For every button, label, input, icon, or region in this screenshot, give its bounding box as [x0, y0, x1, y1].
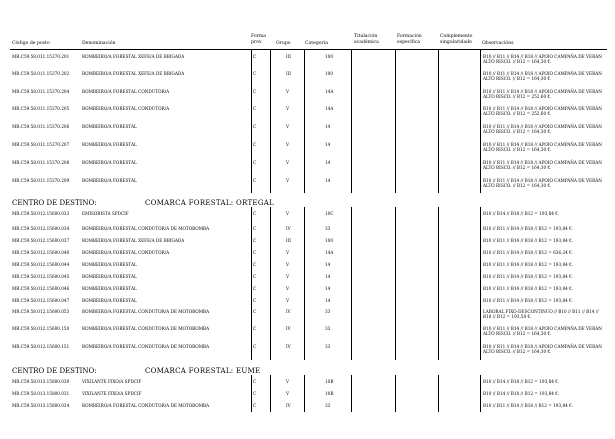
column-divider: [270, 207, 271, 360]
column-divider: [395, 375, 396, 412]
observacions: B10 // B11 // B14 // B18 // B12 = 193,84 €.: [483, 298, 574, 303]
categoria: 33: [325, 403, 331, 408]
categoria: 33: [325, 226, 331, 231]
header-denominacion: Denominación: [82, 41, 116, 46]
posto-code: MR.C59.58.012.15600.040: [12, 250, 70, 255]
centro-label: CENTRO DE DESTINO:: [12, 199, 97, 207]
column-divider: [480, 50, 481, 193]
denominacion: BOMBEIRO/A FORESTAL XEFE/A DE BRIGADA: [82, 71, 185, 76]
column-divider: [304, 50, 305, 193]
posto-code: MR.C59.58.012.15600.037: [12, 238, 70, 243]
grupo: IV: [286, 344, 291, 349]
column-divider: [351, 375, 352, 412]
forma-prov: C: [253, 391, 257, 396]
column-divider: [351, 50, 352, 193]
forma-prov: C: [253, 262, 257, 267]
categoria: 14A: [325, 89, 334, 94]
categoria: 33: [325, 326, 331, 331]
grupo: V: [286, 262, 290, 267]
categoria: 100: [325, 71, 333, 76]
column-divider: [438, 207, 439, 360]
denominacion: BOMBEIRO/A FORESTAL: [82, 262, 137, 267]
header-forma-prov: Forma prov.: [251, 34, 266, 45]
observacions: B10 // B11 // B14 // B18 // APOIO CAMPAÑA DE VERÁN ALTO RISCO. // B12 = 164,30 €.: [483, 142, 602, 152]
posto-code: MR.C59.58.011.15370.201: [12, 54, 70, 59]
column-divider: [438, 50, 439, 193]
observacions: B10 // B11 // B14 // B18 // APOIO CAMPAÑA DE VERÁN ALTO RISCO. // B12 = 252,60 €.: [483, 106, 602, 116]
categoria: 14A: [325, 250, 334, 255]
posto-code: MR.C59.58.012.15600.053: [12, 309, 70, 314]
denominacion: BOMBEIRO/A FORESTAL CONDUTOR/A DE MOTOBOMBA: [82, 309, 210, 314]
observacions: B10 // B11 // B14 // B18 // B12 = 193,84 €.: [483, 274, 574, 279]
observacions: B10 // B11 // B14 // B18 // B12 = 636,24 €.: [483, 250, 574, 255]
categoria: 14: [325, 124, 331, 129]
categoria: 14: [325, 160, 331, 165]
posto-code: MR.C59.58.013.15800.030: [12, 379, 70, 384]
observacions: B10 // B11 // B14 // B18 // B12 = 193,84 €.: [483, 226, 574, 231]
header-divider: [10, 49, 607, 50]
column-divider: [351, 207, 352, 360]
posto-code: MR.C59.58.012.15600.150: [12, 326, 70, 331]
forma-prov: C: [253, 250, 257, 255]
denominacion: BOMBEIRO/A FORESTAL: [82, 160, 137, 165]
categoria: 10C: [325, 211, 334, 216]
observacions: B10 // B11 // B14 // B18 // B12 = 193,84 €.: [483, 238, 574, 243]
categoria: 10B: [325, 391, 334, 396]
forma-prov: C: [253, 54, 257, 59]
observacions: B10 // B14 // B18 // B12 = 193,84 €.: [483, 391, 560, 396]
observacions: B10 // B14 // B18 // B12 = 193,84 €.: [483, 379, 560, 384]
grupo: V: [286, 286, 290, 291]
denominacion: BOMBEIRO/A FORESTAL CONDUTOR/A DE MOTOBOMBA: [82, 344, 210, 349]
grupo: V: [286, 178, 290, 183]
categoria: 14A: [325, 106, 334, 111]
posto-code: MR.C59.58.012.15600.047: [12, 298, 70, 303]
grupo: V: [286, 391, 290, 396]
grupo: III: [286, 54, 291, 59]
categoria: 14: [325, 262, 331, 267]
denominacion: BOMBEIRO/A FORESTAL: [82, 286, 137, 291]
header-categoria: Categoría: [305, 41, 328, 46]
grupo: IV: [286, 226, 291, 231]
forma-prov: C: [253, 379, 257, 384]
column-divider: [270, 375, 271, 412]
grupo: V: [286, 250, 290, 255]
observacions: B10 // B11 // B14 // B18 // B12 = 193,84 €.: [483, 403, 574, 408]
posto-code: MR.C59.58.013.15800.031: [12, 391, 70, 396]
denominacion: BOMBEIRO/A FORESTAL: [82, 178, 137, 183]
observacions: B10 // B11 // B14 // B18 // APOIO CAMPAÑA DE VERÁN ALTO RISCO. // B12 = 252,60 €.: [483, 89, 602, 99]
denominacion: BOMBEIRO/A FORESTAL XEFE/A DE BRIGADA: [82, 238, 185, 243]
denominacion: BOMBEIRO/A FORESTAL CONDUTOR/A DE MOTOBOMBA: [82, 326, 210, 331]
header-observacions: Observacións: [482, 41, 514, 46]
grupo: V: [286, 106, 290, 111]
centro-label: CENTRO DE DESTINO:: [12, 367, 97, 375]
denominacion: BOMBEIRO/A FORESTAL CONDUTOR/A DE MOTOBOMBA: [82, 403, 210, 408]
grupo: V: [286, 298, 290, 303]
forma-prov: C: [253, 274, 257, 279]
denominacion: BOMBEIRO/A FORESTAL: [82, 124, 137, 129]
forma-prov: C: [253, 344, 257, 349]
forma-prov: C: [253, 326, 257, 331]
observacions: B10 // B11 // B14 // B18 // APOIO CAMPAÑA DE VERÁN ALTO RISCO. // B12 = 164,30 €.: [483, 326, 602, 336]
grupo: III: [286, 71, 291, 76]
forma-prov: C: [253, 211, 257, 216]
column-divider: [251, 375, 252, 412]
column-divider: [395, 50, 396, 193]
forma-prov: C: [253, 286, 257, 291]
centro-name: COMARCA FORESTAL: EUME: [145, 367, 261, 375]
denominacion: BOMBEIRO/A FORESTAL: [82, 298, 137, 303]
centro-name: COMARCA FORESTAL: ORTEGAL: [145, 199, 275, 207]
posto-code: MR.C59.58.011.15370.207: [12, 142, 70, 147]
denominacion: BOMBEIRO/A FORESTAL CONDUTOR/A: [82, 250, 170, 255]
grupo: IV: [286, 403, 291, 408]
categoria: 14: [325, 178, 331, 183]
grupo: V: [286, 211, 290, 216]
grupo: V: [286, 379, 290, 384]
header-complemento: Complemento singularidade: [440, 34, 473, 45]
header-titulacion: Titulación académica: [354, 34, 379, 45]
posto-code: MR.C59.58.013.15800.034: [12, 403, 70, 408]
categoria: 33: [325, 344, 331, 349]
posto-code: MR.C59.58.011.15370.208: [12, 160, 70, 165]
grupo: III: [286, 238, 291, 243]
forma-prov: C: [253, 160, 257, 165]
posto-code: MR.C59.58.011.15370.209: [12, 178, 70, 183]
forma-prov: C: [253, 309, 257, 314]
column-divider: [304, 375, 305, 412]
posto-code: MR.C59.58.012.15600.033: [12, 211, 70, 216]
column-divider: [251, 207, 252, 360]
grupo: IV: [286, 326, 291, 331]
denominacion: BOMBEIRO/A FORESTAL: [82, 142, 137, 147]
denominacion: BOMBEIRO/A FORESTAL: [82, 274, 137, 279]
forma-prov: C: [253, 89, 257, 94]
grupo: V: [286, 160, 290, 165]
categoria: 14: [325, 286, 331, 291]
denominacion: EMISORISTA SPDCIF: [82, 211, 129, 216]
observacions: B10 // B11 // B14 // B18 // B12 = 193,84 €.: [483, 262, 574, 267]
categoria: 14: [325, 142, 331, 147]
forma-prov: C: [253, 238, 257, 243]
header-grupo: Grupo: [276, 41, 291, 46]
posto-code: MR.C59.58.011.15370.205: [12, 106, 70, 111]
grupo: V: [286, 89, 290, 94]
categoria: 33: [325, 309, 331, 314]
observacions: B10 // B11 // B14 // B18 // APOIO CAMPAÑA DE VERÁN ALTO RISCO. // B12 = 164,30 €.: [483, 71, 602, 81]
forma-prov: C: [253, 178, 257, 183]
denominacion: VIXILANTE FIXO/A SPDCIF: [82, 391, 142, 396]
forma-prov: C: [253, 403, 257, 408]
denominacion: BOMBEIRO/A FORESTAL CONDUTOR/A: [82, 106, 170, 111]
column-divider: [438, 375, 439, 412]
posto-code: MR.C59.58.012.15600.044: [12, 262, 70, 267]
posto-code: MR.C59.58.012.15600.045: [12, 274, 70, 279]
forma-prov: C: [253, 142, 257, 147]
forma-prov: C: [253, 106, 257, 111]
column-divider: [480, 207, 481, 360]
column-divider: [270, 50, 271, 193]
categoria: 100: [325, 54, 333, 59]
denominacion: BOMBEIRO/A FORESTAL CONDUTOR/A DE MOTOBOMBA: [82, 226, 210, 231]
forma-prov: C: [253, 71, 257, 76]
forma-prov: C: [253, 124, 257, 129]
column-divider: [480, 375, 481, 412]
forma-prov: C: [253, 298, 257, 303]
posto-code: MR.C59.58.011.15370.202: [12, 71, 70, 76]
denominacion: BOMBEIRO/A FORESTAL CONDUTOR/A: [82, 89, 170, 94]
column-divider: [251, 50, 252, 193]
header-codigo: Código de posto: [12, 41, 50, 46]
observacions: B10 // B11 // B14 // B18 // APOIO CAMPAÑA DE VERÁN ALTO RISCO. // B12 = 164,30 €.: [483, 344, 602, 354]
observacions: B10 // B11 // B14 // B18 // B12 = 193,84 €.: [483, 286, 574, 291]
column-divider: [304, 207, 305, 360]
posto-code: MR.C59.58.012.15600.151: [12, 344, 70, 349]
categoria: 14: [325, 298, 331, 303]
denominacion: BOMBEIRO/A FORESTAL XEFE/A DE BRIGADA: [82, 54, 185, 59]
observacions: B10 // B11 // B14 // B18 // APOIO CAMPAÑA DE VERÁN ALTO RISCO. // B12 = 164,30 €.: [483, 178, 602, 188]
denominacion: VIXILANTE FIXO/A SPDCIF: [82, 379, 142, 384]
column-divider: [395, 207, 396, 360]
grupo: IV: [286, 309, 291, 314]
posto-code: MR.C59.58.011.15370.204: [12, 89, 70, 94]
categoria: 100: [325, 238, 333, 243]
grupo: V: [286, 124, 290, 129]
forma-prov: C: [253, 226, 257, 231]
posto-code: MR.C59.58.012.15600.034: [12, 226, 70, 231]
observacions: B10 // B11 // B14 // B18 // APOIO CAMPAÑA DE VERÁN ALTO RISCO. // B12 = 164,30 €.: [483, 124, 602, 134]
categoria: 14: [325, 274, 331, 279]
grupo: V: [286, 142, 290, 147]
categoria: 10B: [325, 379, 334, 384]
posto-code: MR.C59.58.012.15600.046: [12, 286, 70, 291]
observacions: B10 // B11 // B14 // B18 // APOIO CAMPAÑA DE VERÁN ALTO RISCO. // B12 = 164,30 €.: [483, 54, 602, 64]
posto-code: MR.C59.58.011.15370.206: [12, 124, 70, 129]
header-formacion: Formación específica: [397, 34, 422, 45]
grupo: V: [286, 274, 290, 279]
observacions: B10 // B14 // B18 // B12 = 193,84 €.: [483, 211, 560, 216]
observacions: B10 // B11 // B14 // B18 // APOIO CAMPAÑA DE VERÁN ALTO RISCO. // B12 = 164,30 €.: [483, 160, 602, 170]
observacions: LABORAL FIXO-DESCONTINUO // B10 // B11 // B14 // B18 // B12 = 193,58 €.: [483, 309, 599, 319]
